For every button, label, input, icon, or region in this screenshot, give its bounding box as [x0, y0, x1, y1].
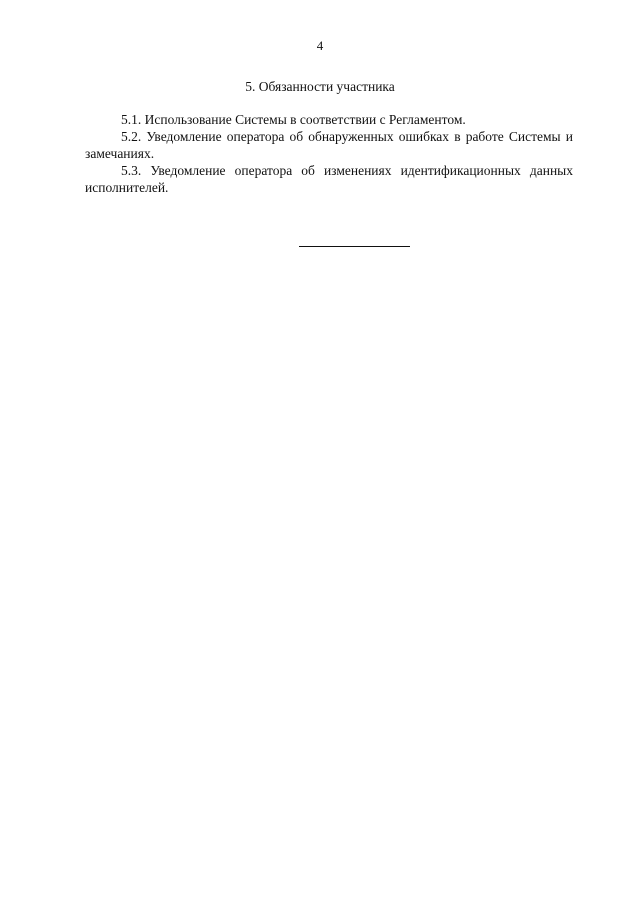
paragraph-5-3: 5.3. Уведомление оператора об изменениях идентификационных данных исполнителей. [85, 163, 573, 195]
paragraph-5-2: 5.2. Уведомление оператора об обнаруженных ошибках в работе Системы и замечаниях. [85, 129, 573, 161]
page-number: 4 [316, 38, 324, 53]
section-body [85, 111, 573, 196]
section-title: 5. Обязанности участника [245, 79, 395, 94]
end-separator-line [299, 246, 410, 247]
paragraph-5-1: 5.1. Использование Системы в соответствии с Регламентом. [121, 112, 466, 127]
